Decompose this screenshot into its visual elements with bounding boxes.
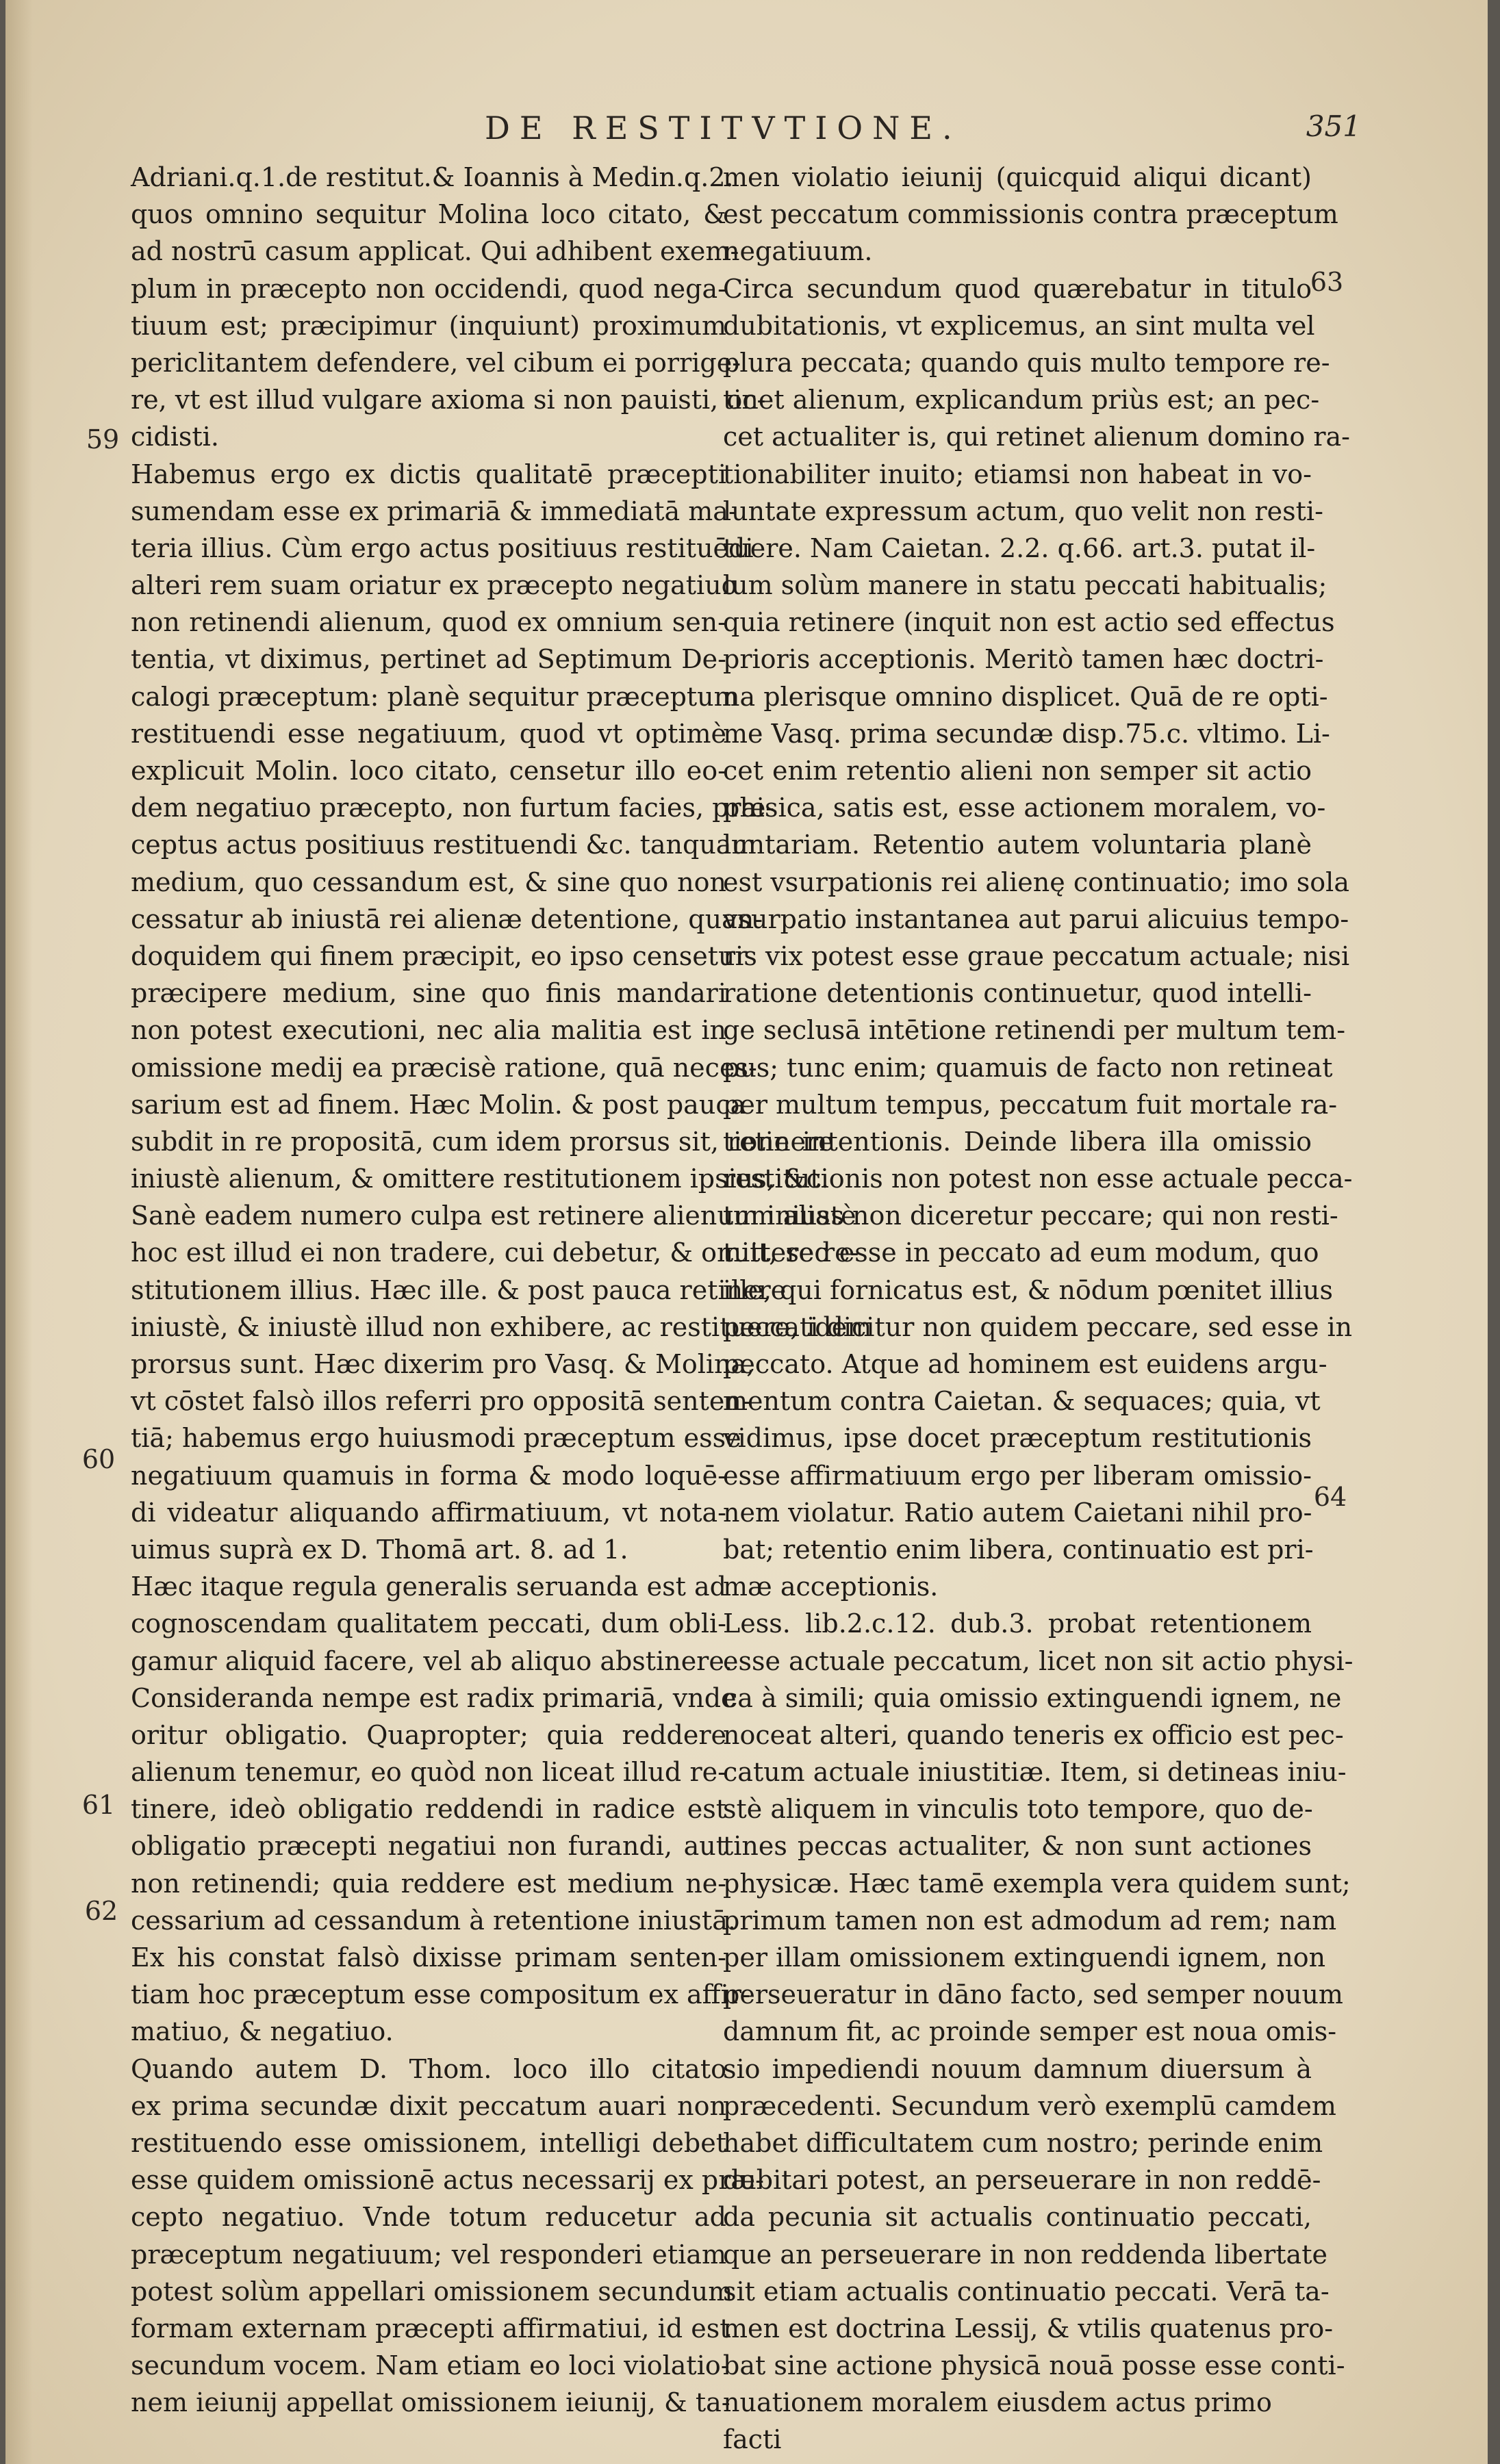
text-line: alienum tenemur, eo quòd non liceat illud re- xyxy=(131,1757,726,1788)
text-line: men violatio ieiunij (quicquid aliqui dicant) xyxy=(723,162,1312,192)
margin-number-63: 63 xyxy=(1310,267,1344,297)
text-line: di videatur aliquando affirmatiuum, vt nota- xyxy=(131,1497,726,1528)
running-head: DE RESTITVTIONE. xyxy=(485,110,962,146)
text-line: mentum contra Caietan. & sequaces; quia, vt xyxy=(723,1386,1321,1417)
text-line: doquidem qui finem præcipit, eo ipso censetur xyxy=(131,940,748,971)
text-line: ris vix potest esse graue peccatum actuale; nisi xyxy=(723,940,1350,971)
text-line: non retinendi alienum, quod ex omnium sen- xyxy=(131,607,726,638)
text-line: uimus suprà ex D. Thomā art. 8. ad 1. xyxy=(131,1534,628,1565)
text-line: Adriani.q.1.de restitut.& Ioannis à Medin.q.2. xyxy=(131,162,734,192)
text-line: cessatur ab iniustā rei alienæ detentione, quan- xyxy=(131,903,763,934)
text-line: Quando autem D. Thom. loco illo citato xyxy=(131,2053,726,2084)
margin-number-59: 59 xyxy=(86,424,120,454)
text-line: lum solùm manere in statu peccati habitualis; xyxy=(723,570,1327,601)
text-line: que an perseuerare in non reddenda libertate xyxy=(723,2239,1327,2270)
text-line: cidisti. xyxy=(131,422,219,452)
text-line: præcipere medium, sine quo finis mandari xyxy=(131,978,726,1009)
text-line: facti xyxy=(723,2424,782,2455)
text-line: ratione detentionis continuetur, quod intelli- xyxy=(723,978,1312,1009)
text-line: negatiuum. xyxy=(723,236,873,267)
text-line: est peccatum commissionis contra præceptum xyxy=(723,199,1338,230)
text-line: subdit in re propositā, cum idem prorsus sit, retinere xyxy=(131,1126,834,1157)
text-line: cepto negatiuo. Vnde totum reducetur ad xyxy=(131,2202,726,2233)
text-line: tinet alienum, explicandum priùs est; an pec- xyxy=(723,385,1320,415)
text-line: sumendam esse ex primariā & immediatā ma- xyxy=(131,496,737,526)
margin-number-60: 60 xyxy=(81,1444,116,1474)
text-line: damnum fit, ac proinde semper est noua omis- xyxy=(723,2016,1337,2047)
text-line: obligatio præcepti negatiui non furandi, aut xyxy=(131,1831,726,1862)
text-line: per multum tempus, peccatum fuit mortale ra- xyxy=(723,1089,1338,1120)
text-line: physicæ. Hæc tamē exempla vera quidem sunt; xyxy=(723,1868,1351,1899)
text-line: esse quidem omissionē actus necessarij ex præ- xyxy=(131,2165,764,2196)
text-line: luntate expressum actum, quo velit non resti- xyxy=(723,496,1323,526)
text-line: noceat alteri, quando teneris ex officio est pec- xyxy=(723,1719,1344,1750)
text-line: bat; retentio enim libera, continuatio est pri- xyxy=(723,1534,1314,1565)
text-line: periclitantem defendere, vel cibum ei porrige- xyxy=(131,347,741,378)
margin-number-62: 62 xyxy=(84,1896,118,1926)
text-line: pus; tunc enim; quamuis de facto non retineat xyxy=(723,1052,1333,1083)
text-line: iniustè alienum, & omittere restitutionem ipsius, &c. xyxy=(131,1164,830,1194)
text-line: Sanè eadem numero culpa est retinere alienum iniustè xyxy=(131,1201,856,1231)
text-line: mæ acceptionis. xyxy=(723,1571,939,1602)
text-line: tiā; habemus ergo huiusmodi præceptum esse xyxy=(131,1423,741,1454)
text-line: sit etiam actualis continuatio peccati. Verā ta- xyxy=(723,2276,1330,2307)
text-line: ge seclusā intētione retinendi per multum tem- xyxy=(723,1015,1346,1046)
text-line: peccato. Atque ad hominem est euidens argu- xyxy=(723,1349,1327,1379)
text-line: omissione medij ea præcisè ratione, quā neces- xyxy=(131,1052,757,1083)
text-line: alteri rem suam oriatur ex præcepto negatiuo xyxy=(131,570,737,601)
text-line: plura peccata; quando quis multo tempore re- xyxy=(723,347,1330,378)
text-line: ex prima secundæ dixit peccatum auari non xyxy=(131,2090,726,2121)
text-line: non retinendi; quia reddere est medium ne- xyxy=(131,1868,726,1899)
text-line: potest solùm appellari omissionem secundum xyxy=(131,2276,733,2307)
text-line: dem negatiuo præcepto, non furtum facies, præ- xyxy=(131,793,775,823)
text-line: bat sine actione physicā nouā posse esse conti- xyxy=(723,2350,1345,2381)
text-line: negatiuum quamuis in forma & modo loquē- xyxy=(131,1460,726,1491)
book-page xyxy=(5,0,1488,2464)
text-line: præcedenti. Secundum verò exemplū camdem xyxy=(723,2090,1336,2121)
text-line: primum tamen non est admodum ad rem; nam xyxy=(723,1905,1337,1936)
page-number: 351 xyxy=(1306,110,1361,143)
text-line: esse actuale peccatum, licet non sit actio physi- xyxy=(723,1645,1353,1676)
text-line: ca à simili; quia omissio extinguendi ignem, ne xyxy=(723,1682,1342,1713)
text-line: ceptus actus positiuus restituendi &c. tanquam xyxy=(131,830,757,860)
text-line: nem ieiunij appellat omissionem ieiunij, & ta- xyxy=(131,2387,730,2418)
text-line: habet difficultatem cum nostro; perinde enim xyxy=(723,2127,1323,2158)
text-line: teria illius. Cùm ergo actus positiuus restituēdi xyxy=(131,532,754,563)
text-line: Consideranda nempe est radix primariā, vnde xyxy=(131,1682,737,1713)
text-line: vidimus, ipse docet præceptum restitutionis xyxy=(723,1423,1312,1454)
text-line: Circa secundum quod quærebatur in titulo xyxy=(723,273,1312,304)
text-line: men est doctrina Lessij, & vtilis quatenus pro- xyxy=(723,2313,1334,2344)
text-line: cet enim retentio alieni non semper sit actio xyxy=(723,756,1312,786)
text-line: dubitari potest, an perseuerare in non reddē- xyxy=(723,2165,1321,2196)
text-line: restituendo esse omissionem, intelligi debet xyxy=(131,2127,726,2158)
text-line: na plerisque omnino displicet. Quā de re opti- xyxy=(723,681,1328,712)
text-line: stè aliquem in vinculis toto tempore, quo de- xyxy=(723,1794,1313,1825)
text-line: gamur aliquid facere, vel ab aliquo abstinere. xyxy=(131,1645,733,1676)
text-line: tines peccas actualiter, & non sunt actiones xyxy=(723,1831,1312,1862)
text-line: restitutionis non potest non esse actuale pecca- xyxy=(723,1164,1353,1194)
text-line: matiuo, & negatiuo. xyxy=(131,2016,394,2047)
margin-number-64: 64 xyxy=(1313,1482,1347,1512)
text-line: me Vasq. prima secundæ disp.75.c. vltimo. Li- xyxy=(723,718,1330,749)
text-line: tinere, ideò obligatio reddendi in radice est xyxy=(131,1794,726,1825)
text-line: Less. lib.2.c.12. dub.3. probat retentionem xyxy=(723,1608,1312,1639)
text-line: hoc est illud ei non tradere, cui debetur, & omittere re- xyxy=(131,1237,859,1268)
text-line: vsurpatio instantanea aut parui alicuius tempo- xyxy=(723,903,1349,934)
text-line: est vsurpationis rei alienę continuatio; imo sola xyxy=(723,867,1349,897)
text-line: ille, qui fornicatus est, & nōdum pœnitet illius xyxy=(723,1274,1333,1305)
text-line: iniustè, & iniustè illud non exhibere, ac restituere, idem xyxy=(131,1311,872,1342)
text-line: phisica, satis est, esse actionem moralem, vo- xyxy=(723,793,1326,823)
text-line: calogi præceptum: planè sequitur præceptum xyxy=(131,681,739,712)
text-line: Habemus ergo ex dictis qualitatē præcepti xyxy=(131,459,726,489)
text-line: præceptum negatiuum; vel responderi etiam xyxy=(131,2239,726,2270)
text-line: secundum vocem. Nam etiam eo loci violatio- xyxy=(131,2350,730,2381)
text-line: per illam omissionem extinguendi ignem, non xyxy=(723,1942,1326,1973)
text-line: restituendi esse negatiuum, quod vt optimè xyxy=(131,718,726,749)
text-line: luntariam. Retentio autem voluntaria planè xyxy=(723,830,1312,860)
text-line: explicuit Molin. loco citato, censetur illo eo- xyxy=(131,756,726,786)
text-line: tuit, sed esse in peccato ad eum modum, quo xyxy=(723,1237,1319,1268)
text-line: medium, quo cessandum est, & sine quo non xyxy=(131,867,726,897)
text-line: sarium est ad finem. Hæc Molin. & post pauca xyxy=(131,1089,746,1120)
text-line: Ex his constat falsò dixisse primam senten- xyxy=(131,1942,726,1973)
text-line: esse affirmatiuum ergo per liberam omissio- xyxy=(723,1460,1312,1491)
text-line: catum actuale iniustitiæ. Item, si detineas iniu- xyxy=(723,1757,1347,1788)
text-line: stitutionem illius. Hæc ille. & post pauca retinere xyxy=(131,1274,787,1305)
text-line: tum alias non diceretur peccare; qui non resti- xyxy=(723,1201,1338,1231)
text-line: non potest executioni, nec alia malitia est in xyxy=(131,1015,726,1046)
text-line: peccati dicitur non quidem peccare, sed esse in xyxy=(723,1311,1353,1342)
text-line: quia retinere (inquit non est actio sed effectus xyxy=(723,607,1335,638)
binding-gutter xyxy=(5,0,33,2464)
text-line: tuere. Nam Caietan. 2.2. q.66. art.3. putat il- xyxy=(723,532,1316,563)
text-line: ad nostrū casum applicat. Qui adhibent exem- xyxy=(131,236,739,267)
text-line: tionabiliter inuito; etiamsi non habeat in vo- xyxy=(723,459,1312,489)
text-line: tiuum est; præcipimur (inquiunt) proximum xyxy=(131,310,726,341)
text-line: tione intentionis. Deinde libera illa omissio xyxy=(723,1126,1312,1157)
text-line: sio impediendi nouum damnum diuersum à xyxy=(723,2053,1312,2084)
text-line: cessarium ad cessandum à retentione iniustā. xyxy=(131,1905,736,1936)
text-line: da pecunia sit actualis continuatio peccati, xyxy=(723,2202,1312,2233)
text-line: prorsus sunt. Hæc dixerim pro Vasq. & Molina, xyxy=(131,1349,755,1379)
text-line: tentia, vt diximus, pertinet ad Septimum De- xyxy=(131,644,726,675)
text-line: prioris acceptionis. Meritò tamen hæc doctri- xyxy=(723,644,1324,675)
text-line: formam externam præcepti affirmatiui, id est xyxy=(131,2313,730,2344)
text-line: nuationem moralem eiusdem actus primo xyxy=(723,2387,1272,2418)
text-line: nem violatur. Ratio autem Caietani nihil pro- xyxy=(723,1497,1312,1528)
text-line: oritur obligatio. Quapropter; quia reddere xyxy=(131,1719,726,1750)
text-line: dubitationis, vt explicemus, an sint multa vel xyxy=(723,310,1315,341)
text-line: cet actualiter is, qui retinet alienum domino ra- xyxy=(723,422,1350,452)
text-line: cognoscendam qualitatem peccati, dum obli- xyxy=(131,1608,726,1639)
text-line: quos omnino sequitur Molina loco citato, & xyxy=(131,199,726,230)
text-line: Hæc itaque regula generalis seruanda est ad xyxy=(131,1571,726,1602)
text-line: vt cōstet falsò illos referri pro oppositā senten- xyxy=(131,1386,750,1417)
margin-number-61: 61 xyxy=(81,1790,116,1820)
text-line: re, vt est illud vulgare axioma si non pauisti, oc- xyxy=(131,385,766,415)
text-line: plum in præcepto non occidendi, quod nega- xyxy=(131,273,726,304)
text-line: perseueratur in dāno facto, sed semper nouum xyxy=(723,1979,1343,2010)
text-line: tiam hoc præceptum esse compositum ex affir- xyxy=(131,1979,750,2010)
